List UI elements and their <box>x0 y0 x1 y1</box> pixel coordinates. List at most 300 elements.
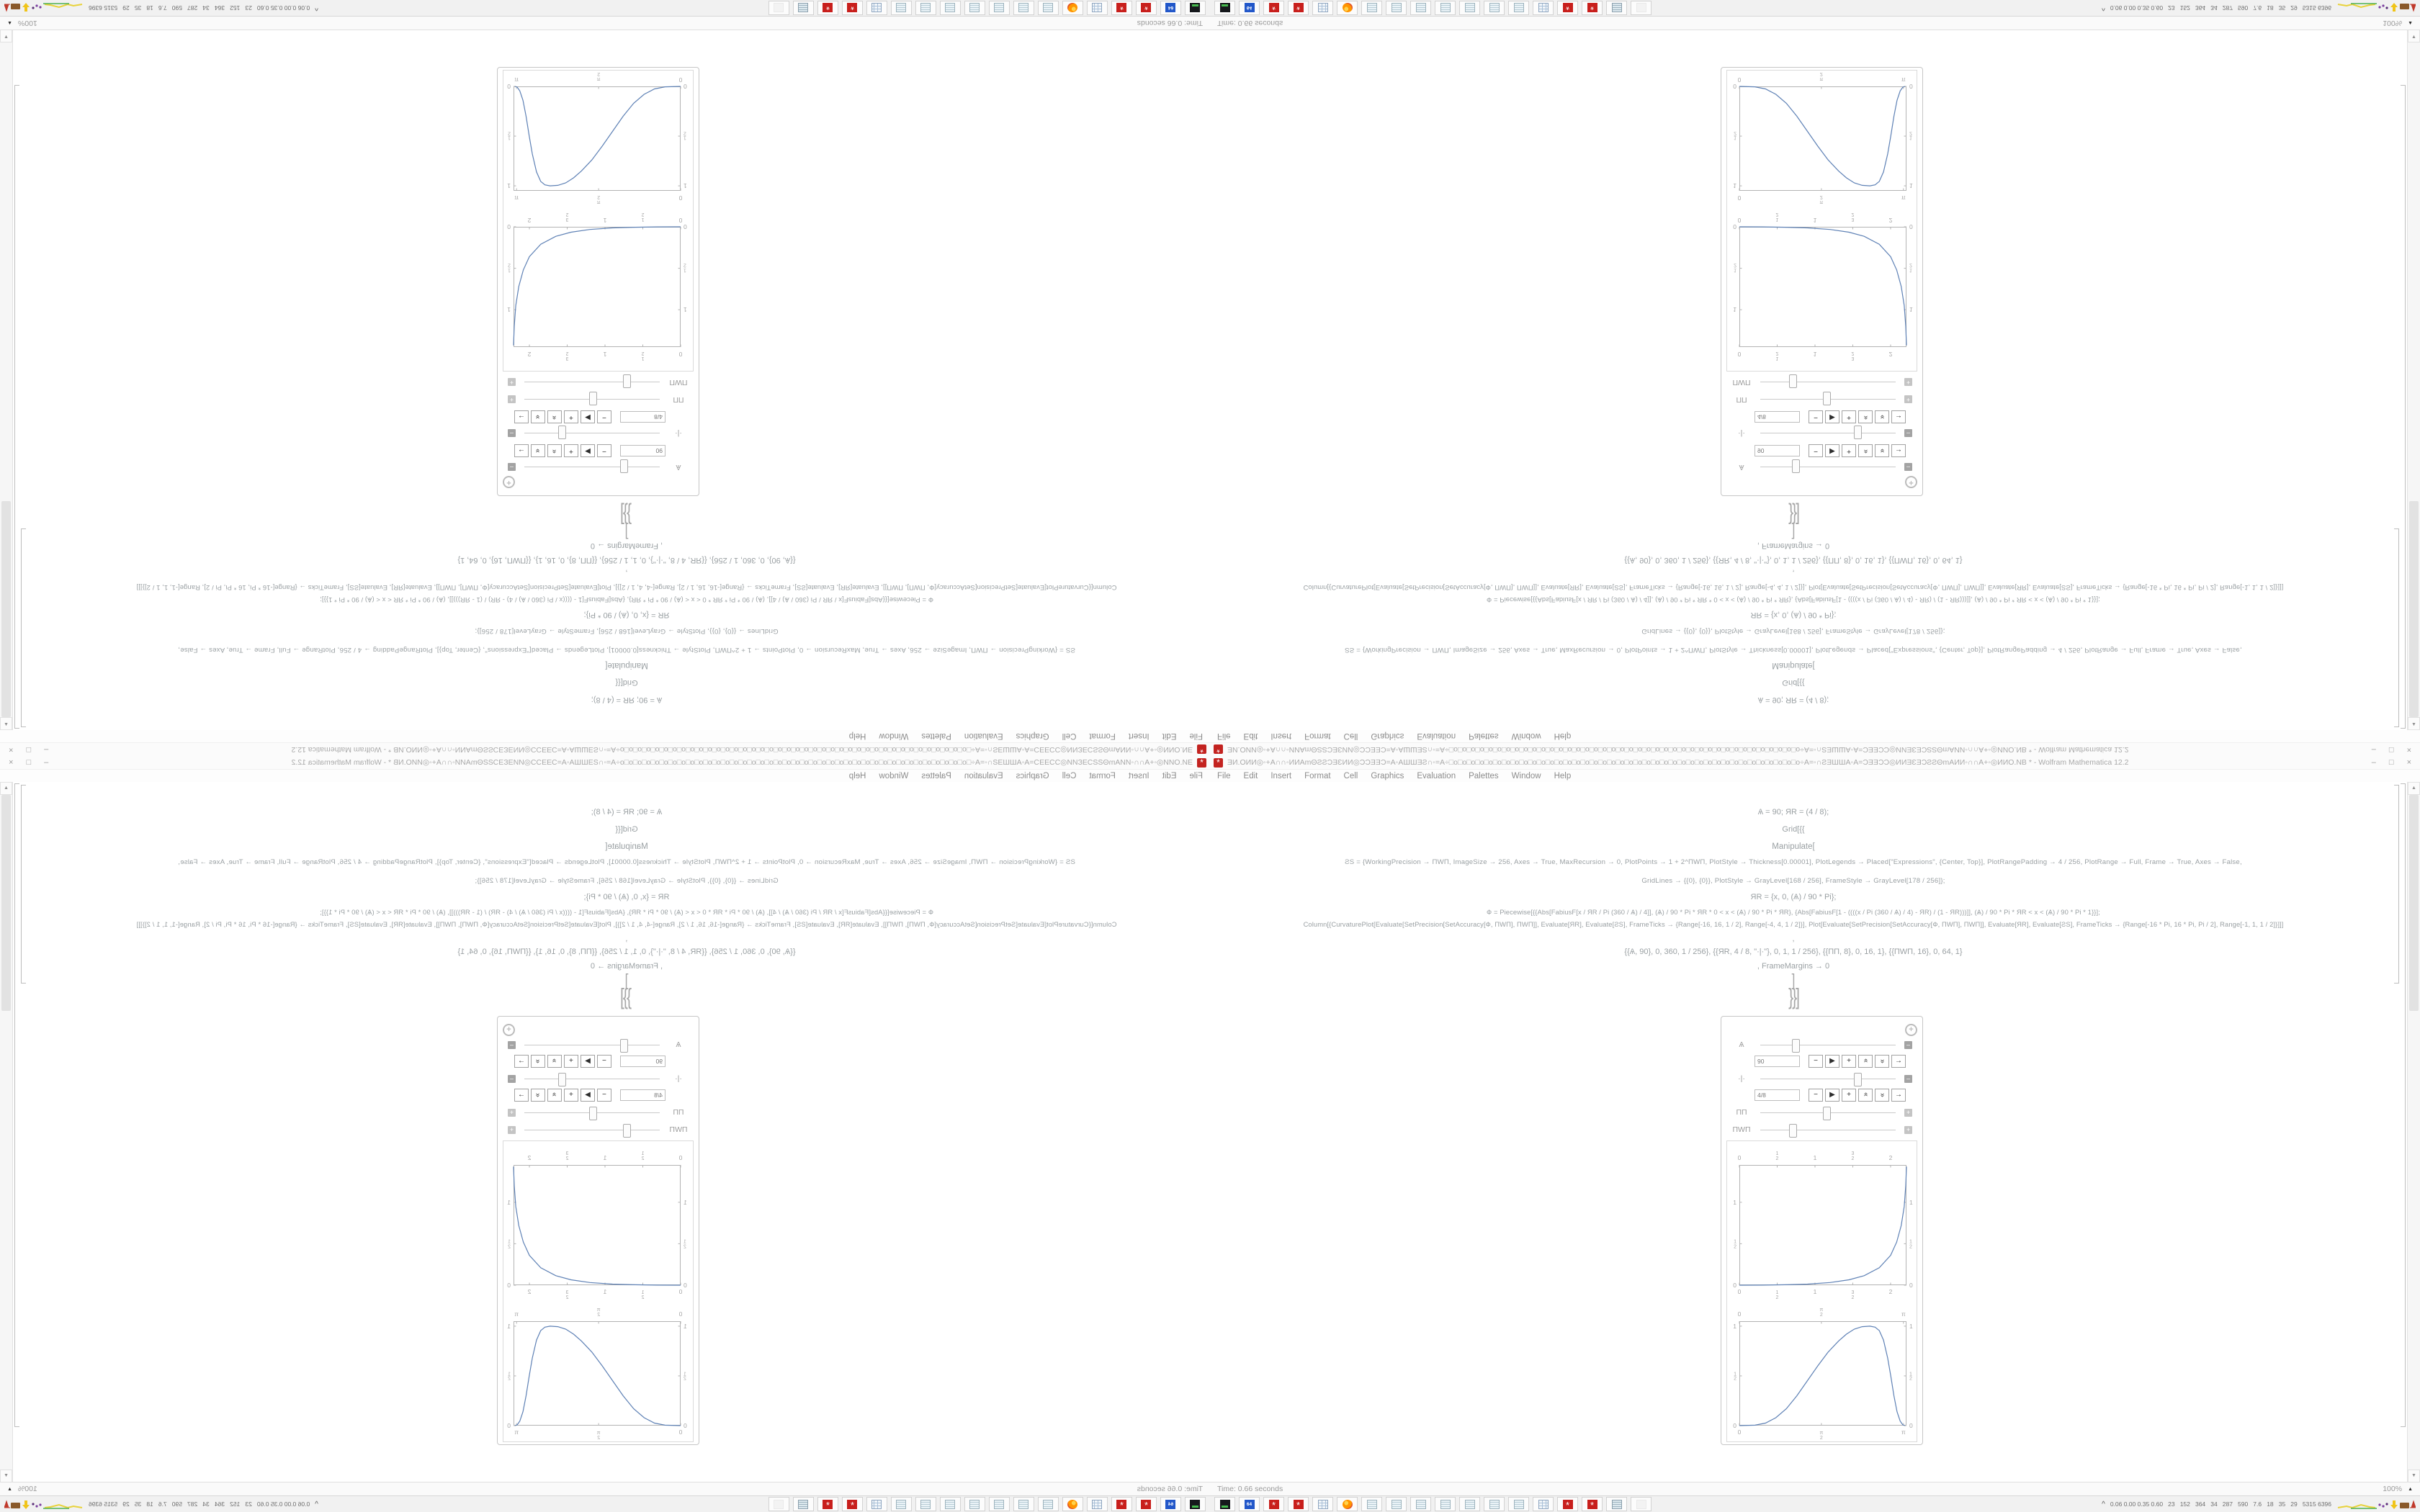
play-button[interactable]: ▶ <box>581 444 595 457</box>
menu-item-cell[interactable]: Cell <box>1343 771 1358 780</box>
code-line[interactable]: ЯR = {x, 0, (Ѧ) / 90 * Pi}; <box>1750 611 1837 619</box>
taskbar-button-terminal[interactable] <box>1214 1497 1235 1511</box>
menu-item-format[interactable]: Format <box>1304 732 1331 741</box>
code-line[interactable]: ЯR = {x, 0, (Ѧ) / 90 * Pi}; <box>583 611 670 619</box>
expand-controls-icon[interactable]: + <box>1904 379 1912 387</box>
taskbar-button-notepad[interactable] <box>891 1497 912 1511</box>
slower-button[interactable]: » <box>531 444 545 457</box>
menu-item-help[interactable]: Help <box>848 771 866 780</box>
slider-thumb[interactable] <box>1789 1124 1797 1138</box>
taskbar-button-notepad[interactable] <box>1459 1 1480 15</box>
minimize-button[interactable]: – <box>44 745 49 754</box>
zoom-level[interactable]: 100% <box>17 19 37 27</box>
taskbar-button-notepad[interactable] <box>1386 1 1407 15</box>
notebook-area[interactable] <box>0 30 1210 730</box>
taskbar-button-notepad[interactable] <box>940 1497 961 1511</box>
close-button[interactable]: × <box>2406 745 2411 754</box>
taskbar-button-spikey[interactable] <box>1288 1497 1309 1511</box>
expand-controls-icon[interactable]: + <box>1904 1109 1912 1117</box>
step-up-button[interactable]: + <box>1842 1089 1856 1102</box>
value-field[interactable]: 90 <box>1754 1056 1800 1067</box>
code-line[interactable]: Ф = Piecewise[{{Abs[FabiusF[x / ЯR / Pi (360 / Ѧ) / 4]], (Ѧ) / 90 * Pi * ЯR * 0 < x < (Ѧ) / 90 * Pi * ЯR}, {Abs[FabiusF[1 - ((((x / Pi (360 / Ѧ) / 4) - ЯR) / (1 - ЯR)))]], (Ѧ) / 90 * Pi * ЯR < x < (Ѧ) / 90 * Pi * 1}}]; <box>320 908 933 916</box>
menu-item-evaluation[interactable]: Evaluation <box>964 771 1003 780</box>
vertical-scrollbar[interactable] <box>0 782 13 1482</box>
menu-item-cell[interactable]: Cell <box>1062 732 1077 741</box>
taskbar-button-calc[interactable] <box>1312 1 1333 15</box>
slider-thumb[interactable] <box>558 1073 566 1086</box>
taskbar-button-notepad[interactable] <box>964 1 985 15</box>
step-down-button[interactable]: − <box>597 1055 611 1068</box>
manipulate-menu-icon[interactable]: + <box>1905 1024 1917 1036</box>
slower-button[interactable]: » <box>1875 410 1889 423</box>
code-line[interactable]: , FrameMargins → 0 <box>590 541 663 550</box>
taskbar-button-spikey[interactable] <box>1582 1 1603 15</box>
restore-button[interactable]: □ <box>2388 758 2394 767</box>
step-up-button[interactable]: + <box>1842 1055 1856 1068</box>
value-field[interactable]: 90 <box>620 445 666 456</box>
notebook-area[interactable] <box>1210 30 2420 730</box>
code-line[interactable]: , <box>1792 569 1795 577</box>
taskbar-button-ghost[interactable] <box>768 1 789 15</box>
code-line[interactable]: ƧS = {WorkingPrecision → ПWП, ImageSize → 256, Axes → True, MaxRecursion → 0, PlotPoints → 1 + 2^ПWП, PlotStyle → Thickness[0.00001], PlotLegends → Placed["Expressions", {Center, Top}], PlotRangePadding → 4 / 256, PlotRange → Full, Frame → True, Axes → False, <box>1345 646 2242 654</box>
code-line[interactable]: ЯR = {x, 0, (Ѧ) / 90 * Pi}; <box>1750 893 1837 901</box>
code-line[interactable]: {{Ѧ, 90}, 0, 360, 1 / 256}, {{ЯR, 4 / 8, "·|·"}, 0, 1, 1 / 256}, {{ПП, 8}, 0, 16, 1}, {{ПWП, 16}, 0, 64, 1} <box>457 556 796 564</box>
value-field[interactable]: 4/8 <box>1754 1089 1800 1101</box>
manipulate-menu-icon[interactable]: + <box>503 1024 515 1036</box>
taskbar-button-notepad[interactable] <box>915 1497 936 1511</box>
zoom-level[interactable]: 100% <box>2383 1485 2403 1493</box>
cell-bracket-input[interactable] <box>2394 785 2399 984</box>
expand-controls-icon[interactable]: + <box>508 1126 516 1134</box>
code-line[interactable]: , FrameMargins → 0 <box>1757 541 1830 550</box>
faster-button[interactable]: » <box>547 1055 562 1068</box>
value-field[interactable]: 4/8 <box>620 1089 666 1101</box>
taskbar-button-notepad[interactable] <box>1410 1497 1431 1511</box>
slider-track[interactable] <box>1760 1112 1896 1113</box>
faster-button[interactable]: » <box>547 410 562 423</box>
expand-controls-icon[interactable]: + <box>1904 396 1912 404</box>
minimize-button[interactable]: – <box>2371 745 2376 754</box>
scroll-thumb[interactable] <box>2409 795 2419 1011</box>
taskbar-button-spikey[interactable] <box>817 1 838 15</box>
cell-bracket-group[interactable] <box>2401 783 2406 1427</box>
taskbar-button-terminal[interactable] <box>1214 1 1235 15</box>
taskbar-button-notepad[interactable] <box>1508 1497 1529 1511</box>
vertical-scrollbar[interactable] <box>0 30 13 730</box>
window-titlebar[interactable] <box>0 756 1210 770</box>
taskbar-button-spikey[interactable] <box>1136 1497 1157 1511</box>
step-down-button[interactable]: − <box>597 1089 611 1102</box>
taskbar-button-calc[interactable] <box>1087 1497 1108 1511</box>
slider-track[interactable] <box>524 433 660 434</box>
code-line[interactable]: ƧS = {WorkingPrecision → ПWП, ImageSize → 256, Axes → True, MaxRecursion → 0, PlotPoints → 1 + 2^ПWП, PlotStyle → Thickness[0.00001], PlotLegends → Placed["Expressions", {Center, Top}], PlotRangePadding → 4 / 256, PlotRange → Full, Frame → True, Axes → False, <box>178 858 1075 866</box>
scroll-thumb[interactable] <box>2409 501 2419 717</box>
code-line[interactable]: Manipulate[ <box>1772 842 1815 851</box>
slider-thumb[interactable] <box>623 1124 631 1138</box>
play-button[interactable]: ▶ <box>1825 1089 1839 1102</box>
collapse-controls-icon[interactable]: – <box>1904 1075 1912 1083</box>
taskbar-button-notepad[interactable] <box>915 1 936 15</box>
faster-button[interactable]: » <box>547 444 562 457</box>
code-line[interactable]: , <box>1792 935 1795 943</box>
value-field[interactable]: 4/8 <box>620 411 666 423</box>
code-line-bracket[interactable]: ] <box>1791 971 1796 990</box>
menu-item-edit[interactable]: Edit <box>1162 771 1177 780</box>
step-up-button[interactable]: + <box>1842 444 1856 457</box>
slider-thumb[interactable] <box>1854 1073 1862 1086</box>
tray-chevron-icon[interactable]: ^ <box>315 4 318 12</box>
step-down-button[interactable]: − <box>1809 444 1823 457</box>
code-line[interactable]: Ф = Piecewise[{{Abs[FabiusF[x / ЯR / Pi (360 / Ѧ) / 4]], (Ѧ) / 90 * Pi * ЯR * 0 < x < (Ѧ) / 90 * Pi * ЯR}, {Abs[FabiusF[1 - ((((x / Pi (360 / Ѧ) / 4) - ЯR) / (1 - ЯR)))]], (Ѧ) / 90 * Pi * ЯR < x < (Ѧ) / 90 * Pi * 1}}]; <box>320 596 933 604</box>
cell-bracket-input[interactable] <box>2394 528 2399 727</box>
to-end-button[interactable]: → <box>514 1055 529 1068</box>
taskbar-button-calc[interactable] <box>1312 1497 1333 1511</box>
tray-chevron-icon[interactable]: ^ <box>315 1500 318 1508</box>
code-line[interactable]: GridLines → {{0}, {0}}, PlotStyle → GrayLevel[168 / 256], FrameStyle → GrayLevel[178 / 256]}; <box>475 877 779 885</box>
menu-item-file[interactable]: File <box>1189 771 1203 780</box>
menu-item-file[interactable]: File <box>1189 732 1203 741</box>
slider-thumb[interactable] <box>589 392 597 406</box>
taskbar-button-notepad[interactable] <box>1410 1 1431 15</box>
step-up-button[interactable]: + <box>564 410 578 423</box>
to-end-button[interactable]: → <box>514 1089 529 1102</box>
taskbar-button-x64[interactable] <box>1160 1 1181 15</box>
step-down-button[interactable]: − <box>1809 1055 1823 1068</box>
menu-item-file[interactable]: File <box>1217 771 1231 780</box>
menu-item-window[interactable]: Window <box>879 732 909 741</box>
slider-track[interactable] <box>524 467 660 468</box>
code-line-braces[interactable]: }}] <box>622 502 632 527</box>
slider-thumb[interactable] <box>1823 392 1831 406</box>
slider-track[interactable] <box>524 382 660 383</box>
slider-track[interactable] <box>1760 467 1896 468</box>
zoom-level[interactable]: 100% <box>17 1485 37 1493</box>
taskbar-button-script[interactable] <box>793 1 814 15</box>
code-line[interactable]: Manipulate[ <box>605 842 648 851</box>
scroll-up-icon[interactable]: ▲ <box>0 717 12 730</box>
code-line[interactable]: {{Ѧ, 90}, 0, 360, 1 / 256}, {{ЯR, 4 / 8, "·|·"}, 0, 1, 1 / 256}, {{ПП, 8}, 0, 16, 1}, {{ПWП, 16}, 0, 64, 1} <box>1624 948 1963 956</box>
to-end-button[interactable]: → <box>1891 1055 1906 1068</box>
taskbar-button-notepad[interactable] <box>1435 1 1456 15</box>
step-up-button[interactable]: + <box>564 444 578 457</box>
taskbar-button-notepad[interactable] <box>1013 1 1034 15</box>
slider-track[interactable] <box>1760 382 1896 383</box>
menu-item-window[interactable]: Window <box>1511 771 1541 780</box>
taskbar-button-notepad[interactable] <box>1361 1497 1382 1511</box>
play-button[interactable]: ▶ <box>1825 444 1839 457</box>
taskbar-button-spikey[interactable] <box>1136 1 1157 15</box>
step-up-button[interactable]: + <box>1842 410 1856 423</box>
window-titlebar[interactable] <box>1210 756 2420 770</box>
slider-thumb[interactable] <box>1789 375 1797 389</box>
collapse-controls-icon[interactable]: – <box>1904 430 1912 438</box>
collapse-controls-icon[interactable]: – <box>508 1041 516 1049</box>
menu-item-insert[interactable]: Insert <box>1128 771 1150 780</box>
collapse-controls-icon[interactable]: – <box>1904 1041 1912 1049</box>
taskbar-button-notepad[interactable] <box>1038 1 1059 15</box>
slower-button[interactable]: » <box>1875 1055 1889 1068</box>
menu-item-cell[interactable]: Cell <box>1062 771 1077 780</box>
expand-controls-icon[interactable]: + <box>508 396 516 404</box>
slider-thumb[interactable] <box>620 460 628 474</box>
scroll-down-icon[interactable]: ▼ <box>0 30 12 42</box>
code-line-braces[interactable]: }}] <box>1788 502 1798 527</box>
zoom-dropdown-icon[interactable]: ▲ <box>2408 20 2413 26</box>
taskbar-button-calc[interactable] <box>1087 1 1108 15</box>
menu-item-format[interactable]: Format <box>1089 732 1116 741</box>
slider-thumb[interactable] <box>1823 1107 1831 1120</box>
taskbar-button-calc[interactable] <box>866 1 887 15</box>
menu-item-edit[interactable]: Edit <box>1243 732 1258 741</box>
taskbar-button-x64[interactable] <box>1239 1 1260 15</box>
play-button[interactable]: ▶ <box>581 410 595 423</box>
menu-item-help[interactable]: Help <box>848 732 866 741</box>
menu-item-palettes[interactable]: Palettes <box>1469 732 1499 741</box>
taskbar-button-ghost[interactable] <box>1631 1 1652 15</box>
menu-item-help[interactable]: Help <box>1554 771 1572 780</box>
code-line[interactable]: GridLines → {{0}, {0}}, PlotStyle → GrayLevel[168 / 256], FrameStyle → GrayLevel[178 / 256]}; <box>475 627 779 635</box>
menu-item-edit[interactable]: Edit <box>1162 732 1177 741</box>
zoom-dropdown-icon[interactable]: ▲ <box>2408 1486 2413 1492</box>
slider-thumb[interactable] <box>558 426 566 440</box>
taskbar-button-ghost[interactable] <box>768 1497 789 1511</box>
cell-bracket-input[interactable] <box>21 785 26 984</box>
menu-item-edit[interactable]: Edit <box>1243 771 1258 780</box>
code-line[interactable]: Ѧ = 90; ЯR = (4 / 8); <box>591 696 663 704</box>
scroll-down-icon[interactable]: ▼ <box>2408 1470 2420 1482</box>
restore-button[interactable]: □ <box>2388 745 2394 754</box>
menu-item-palettes[interactable]: Palettes <box>1469 771 1499 780</box>
taskbar-button-firefox[interactable] <box>1062 1 1083 15</box>
code-line[interactable]: Column[{CurvaturePlot[Evaluate[SetPrecision[SetAccuracy[Ф, ПWП], ПWП]], Evaluate[ЯR], Evaluate[ƧS], FrameTicks → {Range[-16, 16, 1 / 2], Range[-4, 4, 1 / 2]}], Plot[Evaluate[SetPrecision[SetAccuracy[Ф, ПWП], ПWП]], Evaluate[ЯR], Evaluate[ƧS], FrameTicks → {Range[-16 * Pi, 16 * Pi, Pi / 2], Range[-1, 1, 1 / 2]}]]] <box>136 584 1117 592</box>
faster-button[interactable]: » <box>1858 1055 1873 1068</box>
taskbar-button-spikey[interactable] <box>1557 1 1578 15</box>
taskbar-button-calc[interactable] <box>1533 1 1554 15</box>
code-line-bracket[interactable]: ] <box>624 522 629 541</box>
taskbar-button-spikey[interactable] <box>1288 1 1309 15</box>
notebook-area[interactable] <box>1210 782 2420 1482</box>
taskbar-button-terminal[interactable] <box>1185 1497 1206 1511</box>
slower-button[interactable]: » <box>531 1055 545 1068</box>
code-line[interactable]: Column[{CurvaturePlot[Evaluate[SetPrecision[SetAccuracy[Ф, ПWП], ПWП]], Evaluate[ЯR], Evaluate[ƧS], FrameTicks → {Range[-16, 16, 1 / 2], Range[-4, 4, 1 / 2]}], Plot[Evaluate[SetPrecision[SetAccuracy[Ф, ПWП], ПWП]], Evaluate[ЯR], Evaluate[ƧS], FrameTicks → {Range[-16 * Pi, 16 * Pi, Pi / 2], Range[-1, 1, 1 / 2]}]]] <box>136 920 1117 928</box>
to-end-button[interactable]: → <box>1891 444 1906 457</box>
value-field[interactable]: 4/8 <box>1754 411 1800 423</box>
slider-thumb[interactable] <box>1854 426 1862 440</box>
play-button[interactable]: ▶ <box>1825 1055 1839 1068</box>
expand-controls-icon[interactable]: + <box>508 1109 516 1117</box>
collapse-controls-icon[interactable]: – <box>508 430 516 438</box>
to-end-button[interactable]: → <box>514 444 529 457</box>
code-line[interactable]: Ф = Piecewise[{{Abs[FabiusF[x / ЯR / Pi (360 / Ѧ) / 4]], (Ѧ) / 90 * Pi * ЯR * 0 < x < (Ѧ) / 90 * Pi * ЯR}, {Abs[FabiusF[1 - ((((x / Pi (360 / Ѧ) / 4) - ЯR) / (1 - ЯR)))]], (Ѧ) / 90 * Pi * ЯR < x < (Ѧ) / 90 * Pi * 1}}]; <box>1487 596 2100 604</box>
scroll-thumb[interactable] <box>1 795 11 1011</box>
value-field[interactable]: 90 <box>620 1056 666 1067</box>
taskbar-button-ghost[interactable] <box>1631 1497 1652 1511</box>
code-line[interactable]: GridLines → {{0}, {0}}, PlotStyle → GrayLevel[168 / 256], FrameStyle → GrayLevel[178 / 256]}; <box>1641 627 1945 635</box>
taskbar-button-script[interactable] <box>793 1497 814 1511</box>
taskbar-button-spikey[interactable] <box>817 1497 838 1511</box>
code-line[interactable]: ƧS = {WorkingPrecision → ПWП, ImageSize → 256, Axes → True, MaxRecursion → 0, PlotPoints → 1 + 2^ПWП, PlotStyle → Thickness[0.00001], PlotLegends → Placed["Expressions", {Center, Top}], PlotRangePadding → 4 / 256, PlotRange → Full, Frame → True, Axes → False, <box>1345 858 2242 866</box>
scroll-up-icon[interactable]: ▲ <box>2408 717 2420 730</box>
slider-thumb[interactable] <box>623 375 631 389</box>
menu-item-insert[interactable]: Insert <box>1128 732 1150 741</box>
faster-button[interactable]: » <box>547 1089 562 1102</box>
taskbar-button-spikey[interactable] <box>1111 1497 1132 1511</box>
slower-button[interactable]: » <box>531 410 545 423</box>
manipulate-menu-icon[interactable]: + <box>503 476 515 488</box>
restore-button[interactable]: □ <box>26 745 32 754</box>
to-end-button[interactable]: → <box>1891 410 1906 423</box>
zoom-dropdown-icon[interactable]: ▲ <box>7 20 12 26</box>
collapse-controls-icon[interactable]: – <box>1904 464 1912 472</box>
code-line[interactable]: {{Ѧ, 90}, 0, 360, 1 / 256}, {{ЯR, 4 / 8, "·|·"}, 0, 1, 1 / 256}, {{ПП, 8}, 0, 16, 1}, {{ПWП, 16}, 0, 64, 1} <box>1624 556 1963 564</box>
taskbar-button-notepad[interactable] <box>1459 1497 1480 1511</box>
taskbar-button-terminal[interactable] <box>1185 1 1206 15</box>
tray-chevron-icon[interactable]: ^ <box>2102 1500 2105 1508</box>
taskbar-button-notepad[interactable] <box>1361 1 1382 15</box>
scroll-down-icon[interactable]: ▼ <box>0 1470 12 1482</box>
taskbar-button-notepad[interactable] <box>1508 1 1529 15</box>
code-line[interactable]: GridLines → {{0}, {0}}, PlotStyle → GrayLevel[168 / 256], FrameStyle → GrayLevel[178 / 256]}; <box>1641 877 1945 885</box>
vertical-scrollbar[interactable] <box>2407 30 2420 730</box>
step-up-button[interactable]: + <box>564 1055 578 1068</box>
taskbar-button-notepad[interactable] <box>964 1497 985 1511</box>
taskbar-button-firefox[interactable] <box>1062 1497 1083 1511</box>
value-field[interactable]: 90 <box>1754 445 1800 456</box>
code-line[interactable]: , FrameMargins → 0 <box>590 962 663 971</box>
code-line[interactable]: Grid[{{ <box>615 825 638 834</box>
code-line[interactable]: ЯR = {x, 0, (Ѧ) / 90 * Pi}; <box>583 893 670 901</box>
window-titlebar[interactable] <box>1210 742 2420 756</box>
restore-button[interactable]: □ <box>26 758 32 767</box>
code-line[interactable]: Ѧ = 90; ЯR = (4 / 8); <box>1757 808 1829 816</box>
collapse-controls-icon[interactable]: – <box>508 1075 516 1083</box>
menu-item-file[interactable]: File <box>1217 732 1231 741</box>
step-down-button[interactable]: − <box>597 444 611 457</box>
menu-item-graphics[interactable]: Graphics <box>1371 771 1404 780</box>
code-line[interactable]: , <box>625 935 628 943</box>
minimize-button[interactable]: – <box>44 758 49 767</box>
menu-item-evaluation[interactable]: Evaluation <box>1417 732 1456 741</box>
menu-item-insert[interactable]: Insert <box>1270 771 1292 780</box>
menu-item-palettes[interactable]: Palettes <box>921 732 951 741</box>
slower-button[interactable]: » <box>1875 1089 1889 1102</box>
play-button[interactable]: ▶ <box>581 1089 595 1102</box>
taskbar-button-firefox[interactable] <box>1337 1497 1358 1511</box>
taskbar-button-script[interactable] <box>1606 1 1627 15</box>
taskbar-button-script[interactable] <box>1606 1497 1627 1511</box>
code-line[interactable]: Ф = Piecewise[{{Abs[FabiusF[x / ЯR / Pi (360 / Ѧ) / 4]], (Ѧ) / 90 * Pi * ЯR * 0 < x < (Ѧ) / 90 * Pi * ЯR}, {Abs[FabiusF[1 - ((((x / Pi (360 / Ѧ) / 4) - ЯR) / (1 - ЯR)))]], (Ѧ) / 90 * Pi * ЯR < x < (Ѧ) / 90 * Pi * 1}}]; <box>1487 908 2100 916</box>
code-line[interactable]: ƧS = {WorkingPrecision → ПWП, ImageSize → 256, Axes → True, MaxRecursion → 0, PlotPoints → 1 + 2^ПWП, PlotStyle → Thickness[0.00001], PlotLegends → Placed["Expressions", {Center, Top}], PlotRangePadding → 4 / 256, PlotRange → Full, Frame → True, Axes → False, <box>178 646 1075 654</box>
collapse-controls-icon[interactable]: – <box>508 464 516 472</box>
cell-bracket-group[interactable] <box>14 85 19 729</box>
menu-item-evaluation[interactable]: Evaluation <box>1417 771 1456 780</box>
cell-bracket-input[interactable] <box>21 528 26 727</box>
slower-button[interactable]: » <box>531 1089 545 1102</box>
notebook-area[interactable] <box>0 782 1210 1482</box>
slower-button[interactable]: » <box>1875 444 1889 457</box>
menu-item-window[interactable]: Window <box>1511 732 1541 741</box>
close-button[interactable]: × <box>2406 758 2411 767</box>
taskbar-button-notepad[interactable] <box>1386 1497 1407 1511</box>
taskbar-button-spikey[interactable] <box>842 1497 863 1511</box>
code-line-bracket[interactable]: ] <box>1791 522 1796 541</box>
taskbar-button-notepad[interactable] <box>1013 1497 1034 1511</box>
menu-item-cell[interactable]: Cell <box>1343 732 1358 741</box>
taskbar-button-notepad[interactable] <box>1038 1497 1059 1511</box>
code-line-braces[interactable]: }}] <box>1788 985 1798 1010</box>
code-line[interactable]: , <box>625 569 628 577</box>
taskbar-button-spikey[interactable] <box>842 1 863 15</box>
taskbar-button-firefox[interactable] <box>1337 1 1358 15</box>
close-button[interactable]: × <box>9 758 14 767</box>
cell-bracket-group[interactable] <box>2401 85 2406 729</box>
code-line[interactable]: {{Ѧ, 90}, 0, 360, 1 / 256}, {{ЯR, 4 / 8, "·|·"}, 0, 1, 1 / 256}, {{ПП, 8}, 0, 16, 1}, {{ПWП, 16}, 0, 64, 1} <box>457 948 796 956</box>
code-line-braces[interactable]: }}] <box>622 985 632 1010</box>
zoom-level[interactable]: 100% <box>2383 19 2403 27</box>
tray-chevron-icon[interactable]: ^ <box>2102 4 2105 12</box>
to-end-button[interactable]: → <box>1891 1089 1906 1102</box>
expand-controls-icon[interactable]: + <box>508 379 516 387</box>
taskbar-button-notepad[interactable] <box>989 1 1010 15</box>
code-line[interactable]: , FrameMargins → 0 <box>1757 962 1830 971</box>
taskbar-button-calc[interactable] <box>866 1497 887 1511</box>
step-down-button[interactable]: − <box>1809 410 1823 423</box>
code-line[interactable]: Manipulate[ <box>1772 661 1815 670</box>
step-up-button[interactable]: + <box>564 1089 578 1102</box>
close-button[interactable]: × <box>9 745 14 754</box>
code-line[interactable]: Manipulate[ <box>605 661 648 670</box>
taskbar-button-notepad[interactable] <box>1435 1497 1456 1511</box>
minimize-button[interactable]: – <box>2371 758 2376 767</box>
window-titlebar[interactable] <box>0 742 1210 756</box>
menu-item-insert[interactable]: Insert <box>1270 732 1292 741</box>
to-end-button[interactable]: → <box>514 410 529 423</box>
scroll-up-icon[interactable]: ▲ <box>2408 782 2420 795</box>
taskbar-button-notepad[interactable] <box>940 1 961 15</box>
code-line[interactable]: Ѧ = 90; ЯR = (4 / 8); <box>591 808 663 816</box>
taskbar-button-calc[interactable] <box>1533 1497 1554 1511</box>
slider-thumb[interactable] <box>620 1039 628 1053</box>
menu-item-help[interactable]: Help <box>1554 732 1572 741</box>
code-line[interactable]: Column[{CurvaturePlot[Evaluate[SetPrecision[SetAccuracy[Ф, ПWП], ПWП]], Evaluate[ЯR], Evaluate[ƧS], FrameTicks → {Range[-16, 16, 1 / 2], Range[-4, 4, 1 / 2]}], Plot[Evaluate[SetPrecision[SetAccuracy[Ф, ПWП], ПWП]], Evaluate[ЯR], Evaluate[ƧS], FrameTicks → {Range[-16 * Pi, 16 * Pi, Pi / 2], Range[-1, 1, 1 / 2]}]]] <box>1303 920 2284 928</box>
taskbar-button-spikey[interactable] <box>1111 1 1132 15</box>
taskbar-button-notepad[interactable] <box>891 1 912 15</box>
code-line-bracket[interactable]: ] <box>624 971 629 990</box>
taskbar-button-spikey[interactable] <box>1557 1497 1578 1511</box>
vertical-scrollbar[interactable] <box>2407 782 2420 1482</box>
taskbar-button-spikey[interactable] <box>1263 1 1284 15</box>
menu-item-format[interactable]: Format <box>1089 771 1116 780</box>
faster-button[interactable]: » <box>1858 444 1873 457</box>
menu-item-window[interactable]: Window <box>879 771 909 780</box>
faster-button[interactable]: » <box>1858 1089 1873 1102</box>
slider-track[interactable] <box>524 1112 660 1113</box>
slider-thumb[interactable] <box>589 1107 597 1120</box>
scroll-thumb[interactable] <box>1 501 11 717</box>
menu-item-format[interactable]: Format <box>1304 771 1331 780</box>
step-down-button[interactable]: − <box>597 410 611 423</box>
slider-thumb[interactable] <box>1792 1039 1800 1053</box>
code-line[interactable]: Column[{CurvaturePlot[Evaluate[SetPrecision[SetAccuracy[Ф, ПWП], ПWП]], Evaluate[ЯR], Evaluate[ƧS], FrameTicks → {Range[-16, 16, 1 / 2], Range[-4, 4, 1 / 2]}], Plot[Evaluate[SetPrecision[SetAccuracy[Ф, ПWП], ПWП]], Evaluate[ЯR], Evaluate[ƧS], FrameTicks → {Range[-16 * Pi, 16 * Pi, Pi / 2], Range[-1, 1, 1 / 2]}]]] <box>1303 584 2284 592</box>
menu-item-palettes[interactable]: Palettes <box>921 771 951 780</box>
code-line[interactable]: Ѧ = 90; ЯR = (4 / 8); <box>1757 696 1829 704</box>
expand-controls-icon[interactable]: + <box>1904 1126 1912 1134</box>
menu-item-graphics[interactable]: Graphics <box>1016 732 1049 741</box>
scroll-up-icon[interactable]: ▲ <box>0 782 12 795</box>
taskbar-button-x64[interactable] <box>1239 1497 1260 1511</box>
code-line[interactable]: Grid[{{ <box>615 678 638 687</box>
taskbar-button-notepad[interactable] <box>1484 1 1505 15</box>
